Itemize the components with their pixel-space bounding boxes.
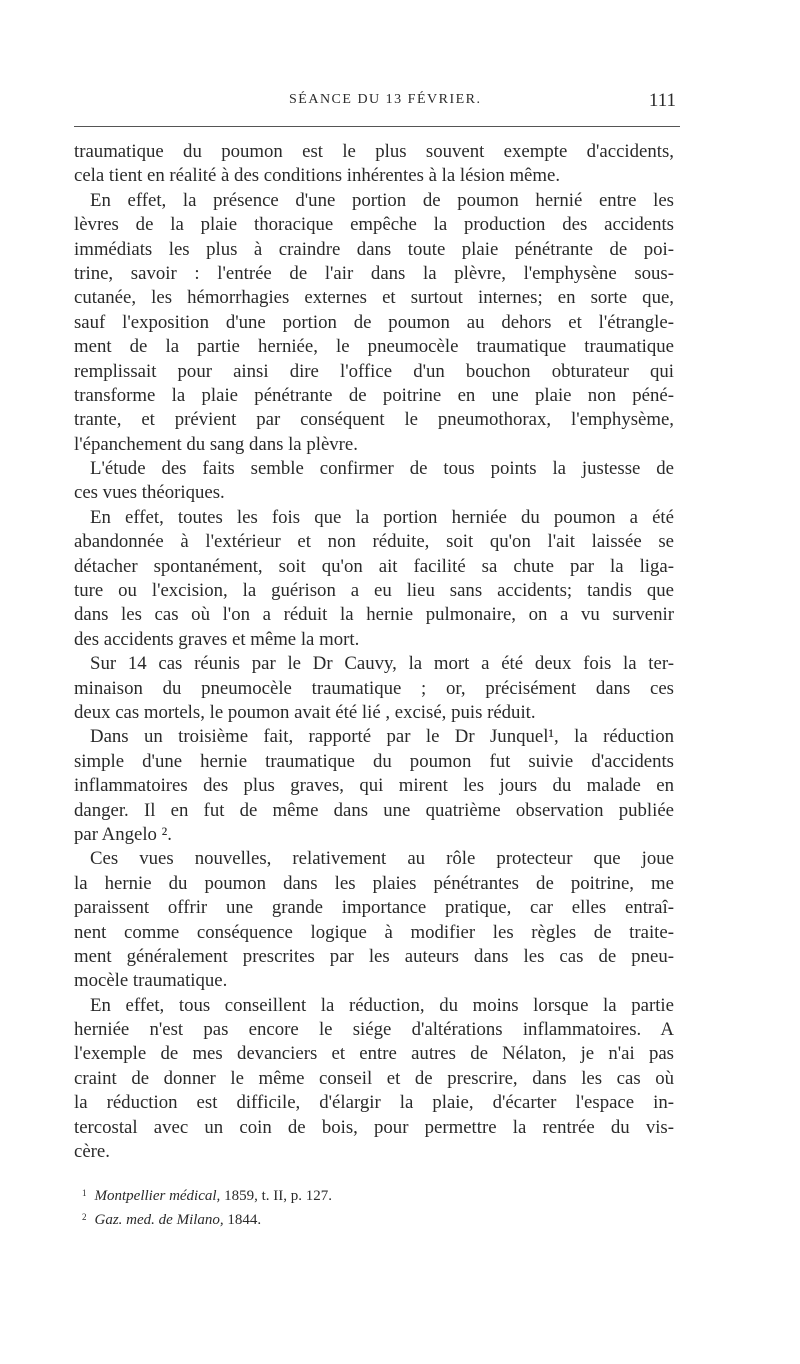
text-line: immédiats les plus à craindre dans toute plaie pénétrante de poi- (74, 238, 674, 260)
text-line: ment de la partie herniée, le pneumocèle traumatique traumatique (74, 336, 674, 358)
text-line: En effet, la présence d'une portion de poumon hernié entre les (90, 189, 674, 211)
text-line: tercostal avec un coin de bois, pour permettre la rentrée du vis- (74, 1116, 674, 1138)
text-line: deux cas mortels, le poumon avait été lié , excisé, puis réduit. (74, 701, 536, 723)
text-line: dans les cas où l'on a réduit la hernie pulmonaire, on a vu survenir (74, 604, 674, 626)
text-line: ces vues théoriques. (74, 482, 225, 504)
text-line: inflammatoires des plus graves, qui mirent les jours du malade en (74, 775, 674, 797)
text-line: paraissent offrir une grande importance pratique, car elles entraî- (74, 897, 674, 919)
text-line: la réduction est difficile, d'élargir la plaie, d'écarter l'espace in- (74, 1092, 674, 1114)
text-line: craint de donner le même conseil et de prescrire, dans les cas où (74, 1067, 674, 1089)
page-number: 111 (648, 90, 676, 111)
text-line: Dans un troisième fait, rapporté par le Dr Junquel¹, la réduction (90, 726, 674, 748)
footnote (74, 1183, 674, 1207)
text-line: par Angelo ². (74, 823, 172, 845)
footnotes (74, 1183, 674, 1231)
text-line: lèvres de la plaie thoracique empêche la production des accidents (74, 214, 674, 236)
text-line: trante, et prévient par conséquent le pneumothorax, l'emphysème, (74, 409, 674, 431)
text-line: herniée n'est pas encore le siége d'altérations inflammatoires. A (74, 1019, 674, 1041)
text-line: Sur 14 cas réunis par le Dr Cauvy, la mort a été deux fois la ter- (90, 653, 674, 675)
running-title: SÉANCE DU 13 FÉVRIER. (289, 92, 482, 107)
footnote-citation: 1844. (223, 1212, 262, 1228)
text-line: Ces vues nouvelles, relativement au rôle protecteur que joue (90, 848, 674, 870)
text-line: cela tient en réalité à des conditions inhérentes à la lésion même. (74, 165, 561, 187)
text-line: traumatique du poumon est le plus souvent exempte d'accidents, (74, 141, 674, 162)
text-line: En effet, tous conseillent la réduction, du moins lorsque la partie (90, 994, 674, 1016)
text-line: trine, savoir : l'entrée de l'air dans la plèvre, l'emphysène sous- (74, 262, 674, 284)
footnote-source: Gaz. med. de Milano, (94, 1212, 224, 1228)
footnote-mark: 1 (82, 1188, 87, 1198)
text-line: En effet, toutes les fois que la portion herniée du poumon a été (90, 506, 674, 528)
text-line: nent comme conséquence logique à modifier les règles de traite- (74, 921, 674, 943)
text-line: transforme la plaie pénétrante de poitrine en une plaie non péné- (74, 384, 674, 406)
text-line: la hernie du poumon dans les plaies pénétrantes de poitrine, me (74, 872, 674, 894)
text-line: minaison du pneumocèle traumatique ; or, précisément dans ces (74, 677, 674, 699)
text-line: l'épanchement du sang dans la plèvre. (74, 433, 358, 455)
text-line: danger. Il en fut de même dans une quatrième observation publiée (74, 799, 674, 821)
footnote-mark: 2 (82, 1212, 87, 1222)
footnote-citation: 1859, t. II, p. 127. (220, 1188, 332, 1204)
page-header (74, 92, 680, 116)
text-line: ment généralement prescrites par les auteurs dans les cas de pneu- (74, 945, 674, 967)
header-rule (74, 126, 680, 127)
text-line: sauf l'exposition d'une portion de poumon au dehors et l'étrangle- (74, 311, 674, 333)
text-line: cère. (74, 1141, 110, 1163)
text-line: abandonnée à l'extérieur et non réduite, soit qu'on l'ait laissée se (74, 531, 674, 553)
text-line: cutanée, les hémorrhagies externes et surtout internes; en sorte que, (74, 287, 674, 309)
text-line: l'exemple de mes devanciers et entre autres de Nélaton, je n'ai pas (74, 1043, 674, 1065)
body-text (74, 140, 674, 1164)
text-line: ture ou l'excision, la guérison a eu lieu sans accidents; tandis que (74, 580, 674, 602)
text-line: mocèle traumatique. (74, 970, 228, 992)
text-line: détacher spontanément, soit qu'on ait facilité sa chute par la liga- (74, 555, 674, 577)
text-line: des accidents graves et même la mort. (74, 628, 360, 650)
text-line: remplissait pour ainsi dire l'office d'un bouchon obturateur qui (74, 360, 674, 382)
footnote-source: Montpellier médical, (94, 1188, 221, 1204)
footnote (74, 1207, 674, 1231)
text-line: L'étude des faits semble confirmer de tous points la justesse de (90, 458, 674, 480)
text-line: simple d'une hernie traumatique du poumon fut suivie d'accidents (74, 750, 674, 772)
